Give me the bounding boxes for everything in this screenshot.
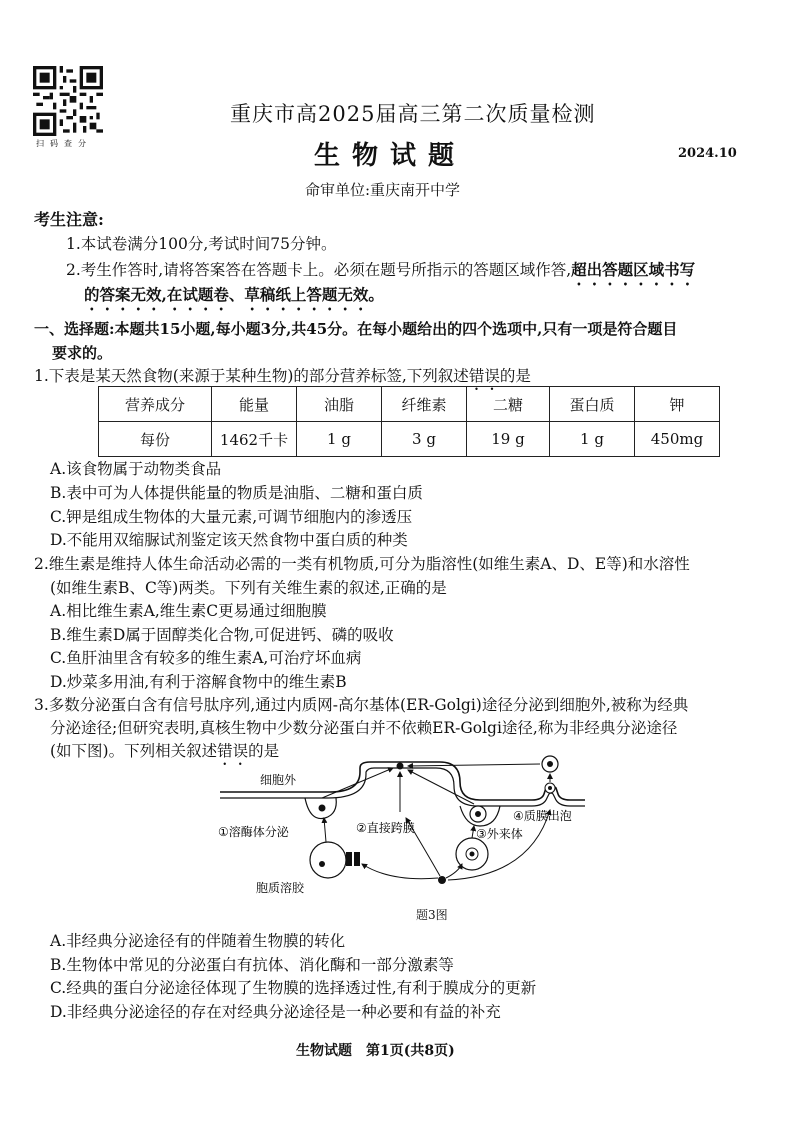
notice-item-2-text: 2.考生作答时,请将答案答在答题卡上。必须在题号所指示的答题区域作答, [66, 261, 572, 279]
q1-stem-end: 的是 [499, 367, 531, 385]
label-extracellular: 细胞外 [260, 773, 297, 787]
table-cell: 每份 [99, 422, 212, 457]
table-row [99, 422, 720, 457]
q3-option-a: A.非经典分泌途径有的伴随着生物膜的转化 [50, 932, 346, 950]
qr-caption: 扫码查分 [36, 139, 92, 148]
label-lysosome-secretion: ①溶酶体分泌 [218, 825, 289, 839]
notice-item-2-emphasis-2: 的答案无效,在试题卷、草稿纸上答题无效。 [84, 285, 384, 304]
secreted-protein [397, 763, 404, 770]
arrow [408, 764, 540, 766]
q1-stem-text: 1.下表是某天然食物(来源于某种生物)的部分营养标签,下列叙述 [34, 367, 469, 385]
page-footer: 生物试题 第1页(共8页) [296, 1043, 455, 1059]
lysosome-protein [319, 805, 326, 812]
q3-stem-line-1: 3.多数分泌蛋白含有信号肽序列,通过内质网-高尔基体(ER-Golgi)途径分泌到细胞外,被称为经典 [34, 696, 689, 714]
arrow [408, 770, 474, 804]
section-1-heading: 一、选择题:本题共15小题,每小题3分,共45分。在每小题给出的四个选项中,只有一项是符合题目 [34, 320, 678, 338]
transporter [346, 852, 352, 866]
notice-item-1: 1.本试卷满分100分,考试时间75分钟。 [66, 235, 337, 253]
label-membrane-bleb: ④质膜出泡 [513, 809, 572, 823]
arrow [472, 826, 474, 838]
nutrition-table [98, 386, 720, 457]
table-header-cell: 油脂 [297, 387, 382, 422]
mvb-protein [470, 852, 475, 857]
table-cell: 1462千卡 [212, 422, 297, 457]
exam-name: 重庆市高2025届高三第二次质量检测 [230, 102, 596, 126]
table-cell: 3 g [382, 422, 467, 457]
transporter [354, 852, 360, 866]
exam-date: 2024.10 [678, 146, 737, 161]
table-cell: 1 g [550, 422, 635, 457]
q2-stem-line-2: (如维生素B、C等)两类。下列有关维生素的叙述,正确的是 [50, 579, 447, 597]
q3-stem-end: 的是 [248, 742, 280, 760]
notice-item-2-continued [84, 284, 384, 314]
subject-title: 生物试题 [314, 141, 467, 171]
table-header-cell: 营养成分 [99, 387, 212, 422]
table-cell: 1 g [297, 422, 382, 457]
table-header-cell: 二糖 [467, 387, 550, 422]
q1-option-a: A.该食物属于动物类食品 [50, 460, 222, 478]
exosome-protein [475, 811, 481, 817]
q2-option-a: A.相比维生素A,维生素C更易通过细胞膜 [50, 602, 327, 620]
q3-stem-text: (如下图)。下列相关叙述 [50, 742, 218, 760]
arrow [324, 818, 326, 842]
table-header-cell: 钾 [635, 387, 720, 422]
label-cytosol: 胞质溶胶 [256, 881, 305, 895]
released-vesicle-protein [547, 761, 553, 767]
q2-option-d: D.炒菜多用油,有利于溶解食物中的维生素B [50, 673, 347, 691]
cytosolic-protein [438, 876, 446, 884]
committee-line: 命审单位:重庆南开中学 [305, 181, 461, 199]
lysosome-content [319, 861, 325, 867]
q1-option-d: D.不能用双缩脲试剂鉴定该天然食物中蛋白质的种类 [50, 531, 408, 549]
table-header-cell: 能量 [212, 387, 297, 422]
q2-option-c: C.鱼肝油里含有较多的维生素A,可治疗坏血病 [50, 649, 362, 667]
q1-stem-emphasis: 错误 [468, 367, 500, 385]
table-cell: 19 g [467, 422, 550, 457]
table-header-row [99, 387, 720, 422]
figure-caption: 题3图 [416, 908, 448, 922]
bleb-protein [548, 786, 552, 790]
table-cell: 450mg [635, 422, 720, 457]
q2-stem-line-1: 2.维生素是维持人体生命活动必需的一类有机物质,可分为脂溶性(如维生素A、D、E等)和水溶性 [34, 555, 690, 573]
table-header-cell: 纤维素 [382, 387, 467, 422]
label-direct-transmembrane: ②直接跨膜 [356, 821, 415, 835]
q3-option-d: D.非经典分泌途径的存在对经典分泌途径是一种必要和有益的补充 [50, 1003, 501, 1021]
q3-option-b: B.生物体中常见的分泌蛋白有抗体、消化酶和一部分激素等 [50, 956, 454, 974]
notice-item-2-emphasis: 超出答题区域书写 [571, 260, 696, 279]
q2-option-b: B.维生素D属于固醇类化合物,可促进钙、磷的吸收 [50, 626, 394, 644]
q3-stem-line-2: 分泌途径;但研究表明,真核生物中少数分泌蛋白并不依赖ER-Golgi途径,称为非经典分泌途径 [50, 719, 678, 737]
table-header-cell: 蛋白质 [550, 387, 635, 422]
label-exosome: ③外来体 [476, 827, 523, 841]
lysosome [310, 842, 346, 878]
section-1-heading-cont: 要求的。 [52, 344, 113, 362]
q3-stem-emphasis: 错误 [217, 742, 249, 760]
notice-title: 考生注意: [34, 210, 104, 229]
qr-code-image [33, 66, 103, 136]
q1-option-c: C.钾是组成生物体的大量元素,可调节细胞内的渗透压 [50, 508, 413, 526]
arrow [362, 864, 438, 879]
secretion-pathway-diagram [210, 752, 590, 900]
arrow [446, 864, 462, 878]
q1-option-b: B.表中可为人体提供能量的物质是油脂、二糖和蛋白质 [50, 484, 423, 502]
arrow [322, 768, 393, 798]
q3-option-c: C.经典的蛋白分泌途径体现了生物膜的选择透过性,有利于膜成分的更新 [50, 979, 537, 997]
